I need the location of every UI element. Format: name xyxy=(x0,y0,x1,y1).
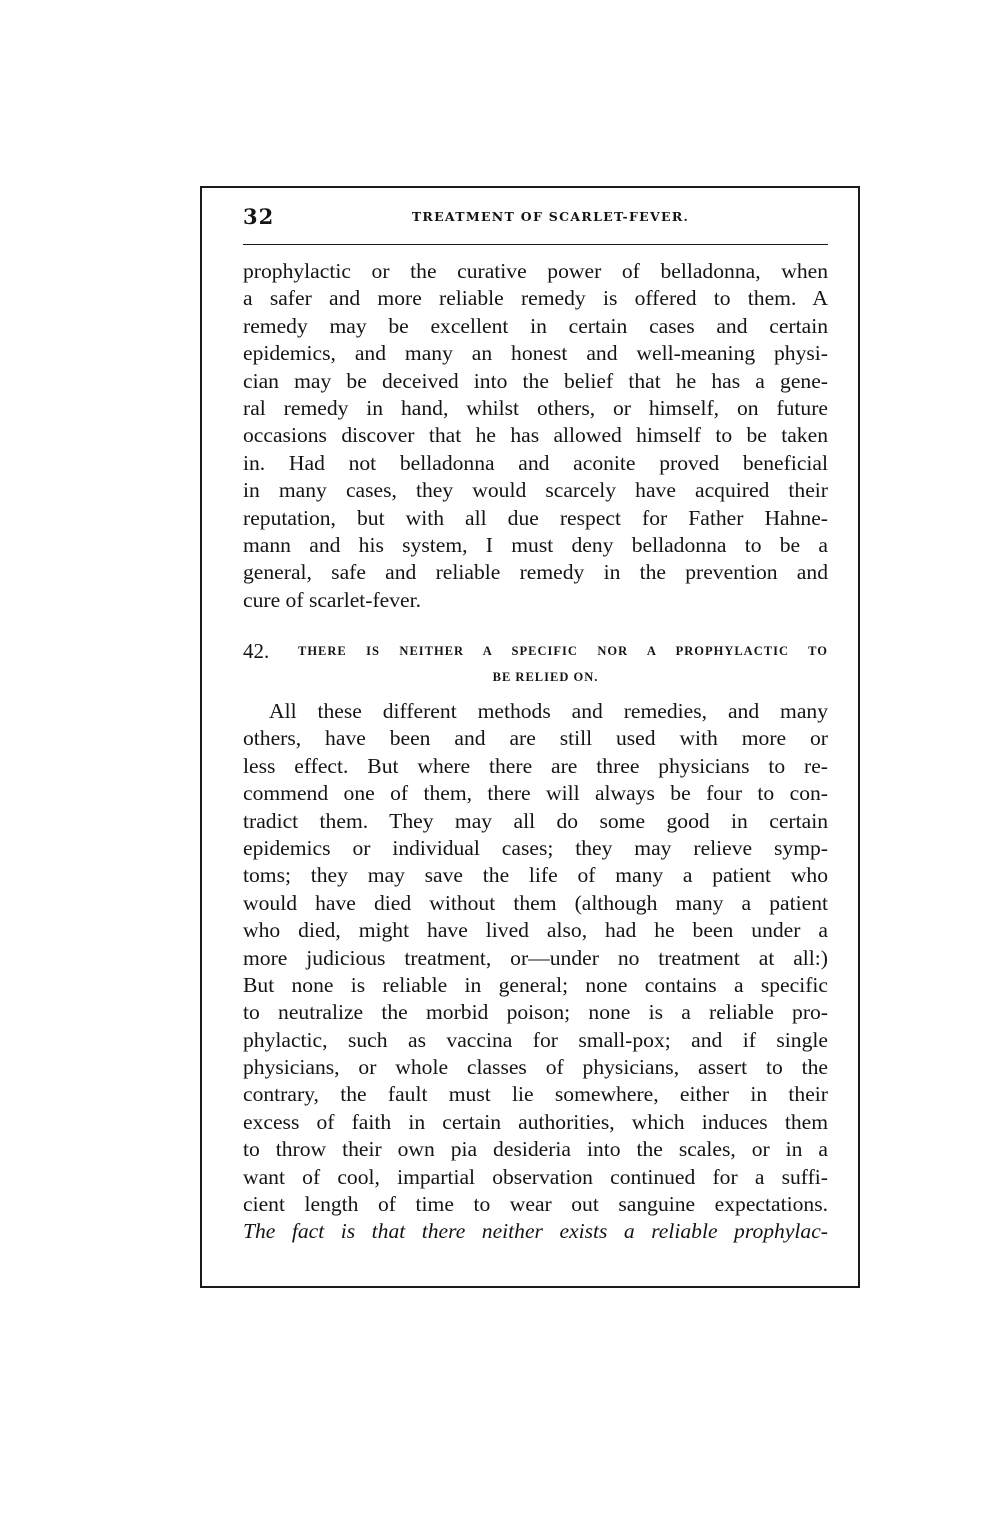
section-paragraph xyxy=(243,698,828,1246)
section-title-line-2: BE RELIED ON. xyxy=(492,670,599,684)
section-title-line-1: THERE IS NEITHER A SPECIFIC NOR A PROPHYLACTIC TO xyxy=(298,644,828,658)
text-line: in many cases, they would scarcely have acquired their xyxy=(243,478,828,503)
text-line-italic: The fact is that there neither exists a reliable prophylac- xyxy=(243,1219,828,1244)
text-line: others, have been and are still used with more or xyxy=(243,726,828,751)
text-line: cian may be deceived into the belief that he has a gene- xyxy=(243,368,828,393)
text-line: contrary, the fault must lie somewhere, either in their xyxy=(243,1082,828,1107)
text-line: ral remedy in hand, whilst others, or himself, on future xyxy=(243,395,828,420)
text-line: more judicious treatment, or—under no treatment at all:) xyxy=(243,945,828,970)
paragraph-continued xyxy=(243,258,828,614)
text-line: epidemics, and many an honest and well-meaning physi- xyxy=(243,341,828,366)
text-line: in. Had not belladonna and aconite proved beneficial xyxy=(243,450,828,475)
text-line: tradict them. They may all do some good in certain xyxy=(243,808,828,833)
text-line: epidemics or individual cases; they may relieve symp- xyxy=(243,835,828,860)
page-header xyxy=(243,204,828,232)
text-line: who died, might have lived also, had he been under a xyxy=(243,918,828,943)
text-line: cient length of time to wear out sanguine expectations. xyxy=(243,1192,828,1217)
page-number: 32 xyxy=(243,204,275,229)
text-line: mann and his system, I must deny belladonna to be a xyxy=(243,532,828,557)
text-line: prophylactic or the curative power of belladonna, when xyxy=(243,259,828,283)
section-number: 42. xyxy=(243,639,270,663)
header-rule xyxy=(243,244,828,245)
text-line: to throw their own pia desideria into the scales, or in a xyxy=(243,1137,828,1162)
text-line: remedy may be excellent in certain cases and certain xyxy=(243,313,828,338)
running-head: TREATMENT OF SCARLET-FEVER. xyxy=(411,209,690,224)
text-line: occasions discover that he has allowed himself to be taken xyxy=(243,423,828,448)
text-line: reputation, but with all due respect for Father Hahne- xyxy=(243,505,828,530)
text-line: would have died without them (although many a patient xyxy=(243,890,828,915)
text-line: want of cool, impartial observation continued for a suffi- xyxy=(243,1164,828,1189)
text-line: a safer and more reliable remedy is offered to them. A xyxy=(243,286,828,311)
text-line: physicians, or whole classes of physicians, assert to the xyxy=(243,1055,828,1080)
text-line: toms; they may save the life of many a patient who xyxy=(243,863,828,888)
text-line: excess of faith in certain authorities, which induces them xyxy=(243,1109,828,1134)
text-line: general, safe and reliable remedy in the prevention and xyxy=(243,560,828,585)
text-line: All these different methods and remedies, and many xyxy=(269,699,828,723)
text-line: less effect. But where there are three physicians to re- xyxy=(243,753,828,778)
text-line: cure of scarlet-fever. xyxy=(243,587,422,612)
text-line: But none is reliable in general; none contains a specific xyxy=(243,972,828,997)
text-line: phylactic, such as vaccina for small-pox; and if single xyxy=(243,1027,828,1052)
text-line: commend one of them, there will always be four to con- xyxy=(243,781,828,806)
text-line: to neutralize the morbid poison; none is a reliable pro- xyxy=(243,1000,828,1025)
